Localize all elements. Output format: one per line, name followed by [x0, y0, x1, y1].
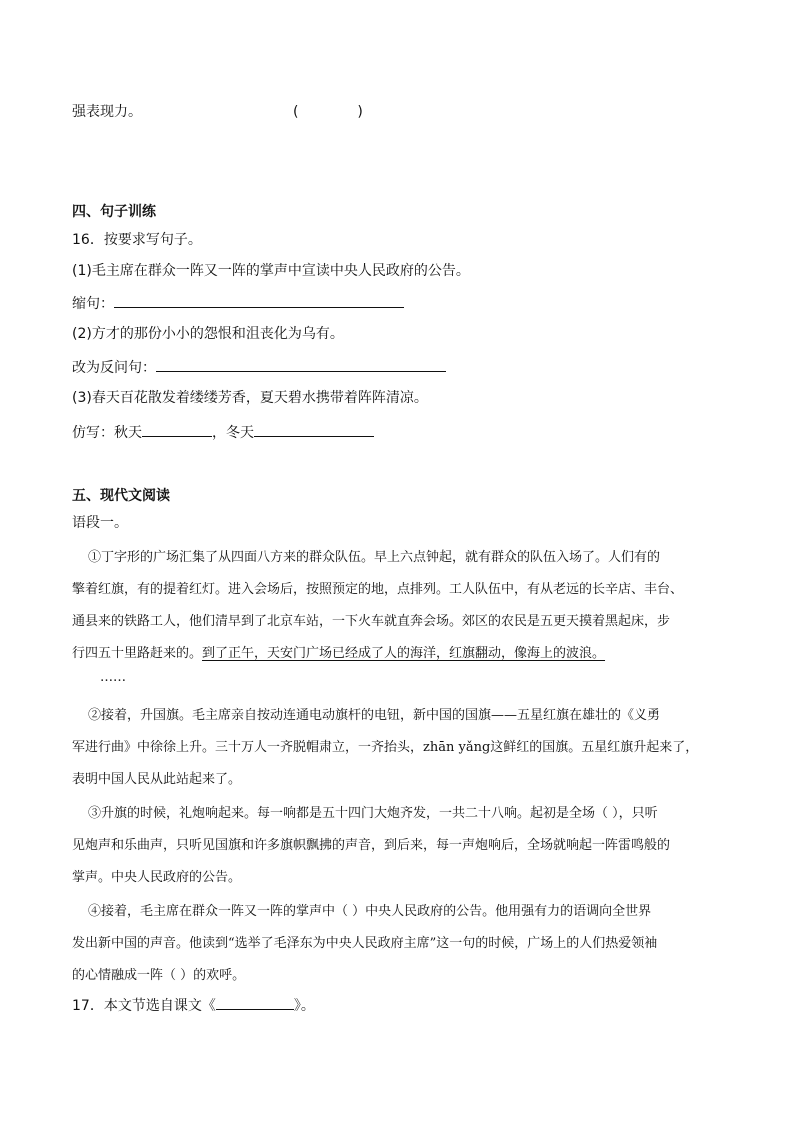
passage-p2-line2: 军进行曲》中徐徐上升。三十万人一齐脱帽肃立，一齐抬头，zhān yǎng这鲜红的国旗。五星红旗升起来了，: [72, 740, 699, 755]
passage-p1-line4: [72, 642, 605, 661]
passage-p2-line3: 表明中国人民从此站起来了。: [72, 772, 242, 787]
passage-p1-line4-text: 行四五十里路赶来的。: [72, 646, 203, 661]
q16-item1-label: 缩句：: [72, 296, 114, 312]
passage-p4-line1: ④接着，毛主席在群众一阵又一阵的掌声中（ ）中央人民政府的公告。他用强有力的语调向全世界: [88, 904, 652, 919]
continued-text: 强表现力。: [72, 104, 142, 120]
q16-item1-answer: [72, 293, 404, 313]
passage-p3-line1: ③升旗的时候，礼炮响起来。每一响都是五十四门大炮齐发，一共二十八响。起初是全场（ ），只听: [88, 806, 658, 821]
q17-blank[interactable]: [216, 995, 294, 1010]
q16-item3-answer: [72, 422, 374, 442]
q16-item1: (1)毛主席在群众一阵又一阵的掌声中宣读中央人民政府的公告。: [72, 263, 470, 279]
bracket-close: ): [357, 104, 363, 120]
passage-label: 语段一。: [72, 515, 128, 531]
q16-item3-label-a: 仿写：秋天: [72, 425, 142, 441]
q16-item3-blank-autumn[interactable]: [142, 422, 212, 437]
q16-item3-blank-winter[interactable]: [254, 422, 374, 437]
q17-text-a: 17．本文节选自课文《: [72, 998, 216, 1014]
q16-item2-answer: [72, 357, 446, 377]
continued-text-line: [72, 103, 142, 121]
passage-p1-line3: 通县来的铁路工人，他们清早到了北京车站，一下火车就直奔会场。郊区的农民是五更天摸着黑起床，步: [72, 614, 671, 629]
reading-passage: [72, 546, 722, 986]
passage-p4-line2: 发出新中国的声音。他读到“选举了毛泽东为中央人民政府主席”这一句的时候，广场上的人们热爱领袖: [72, 936, 658, 951]
passage-p1-line2: 擎着红旗，有的提着红灯。进入会场后，按照预定的地，点排列。工人队伍中，有从老远的长辛店、丰台、: [72, 582, 684, 597]
q16-item2-label: 改为反问句：: [72, 360, 156, 376]
q17-text-b: 》。: [293, 998, 315, 1014]
q17: [72, 995, 315, 1015]
section4-heading: 四、句子训练: [72, 204, 156, 220]
passage-p1-line1: ①丁字形的广场汇集了从四面八方来的群众队伍。早上六点钟起，就有群众的队伍入场了。人们有的: [88, 550, 661, 565]
passage-ellipsis: ……: [100, 670, 126, 685]
passage-p3-line3: 掌声。中央人民政府的公告。: [72, 870, 242, 885]
section5-heading: 五、现代文阅读: [72, 488, 170, 504]
q16-item2: (2)方才的那份小小的怨恨和沮丧化为乌有。: [72, 326, 344, 342]
passage-p4-line3: 的心情融成一阵（ ）的欢呼。: [72, 968, 246, 983]
q16-item3-label-b: ，冬天: [212, 425, 254, 441]
passage-p2-line1: ②接着，升国旗。毛主席亲自按动连通电动旗杆的电钮，新中国的国旗——五星红旗在雄壮的《义勇: [88, 708, 661, 723]
q16-item2-blank[interactable]: [156, 357, 446, 372]
q16-item1-blank[interactable]: [114, 293, 404, 308]
q16-item3: (3)春天百花散发着缕缕芳香，夏天碧水携带着阵阵清凉。: [72, 390, 428, 406]
bracket-open: (: [293, 104, 299, 120]
q16-title: 16．按要求写句子。: [72, 232, 202, 248]
answer-bracket[interactable]: [293, 103, 363, 121]
passage-p3-line2: 见炮声和乐曲声，只听见国旗和许多旗帜飘拂的声音，到后来，每一声炮响后，全场就响起一阵雷鸣般的: [72, 838, 671, 853]
underlined-sentence: 到了正午，天安门广场已经成了人的海洋，红旗翻动，像海上的波浪。: [202, 646, 606, 661]
